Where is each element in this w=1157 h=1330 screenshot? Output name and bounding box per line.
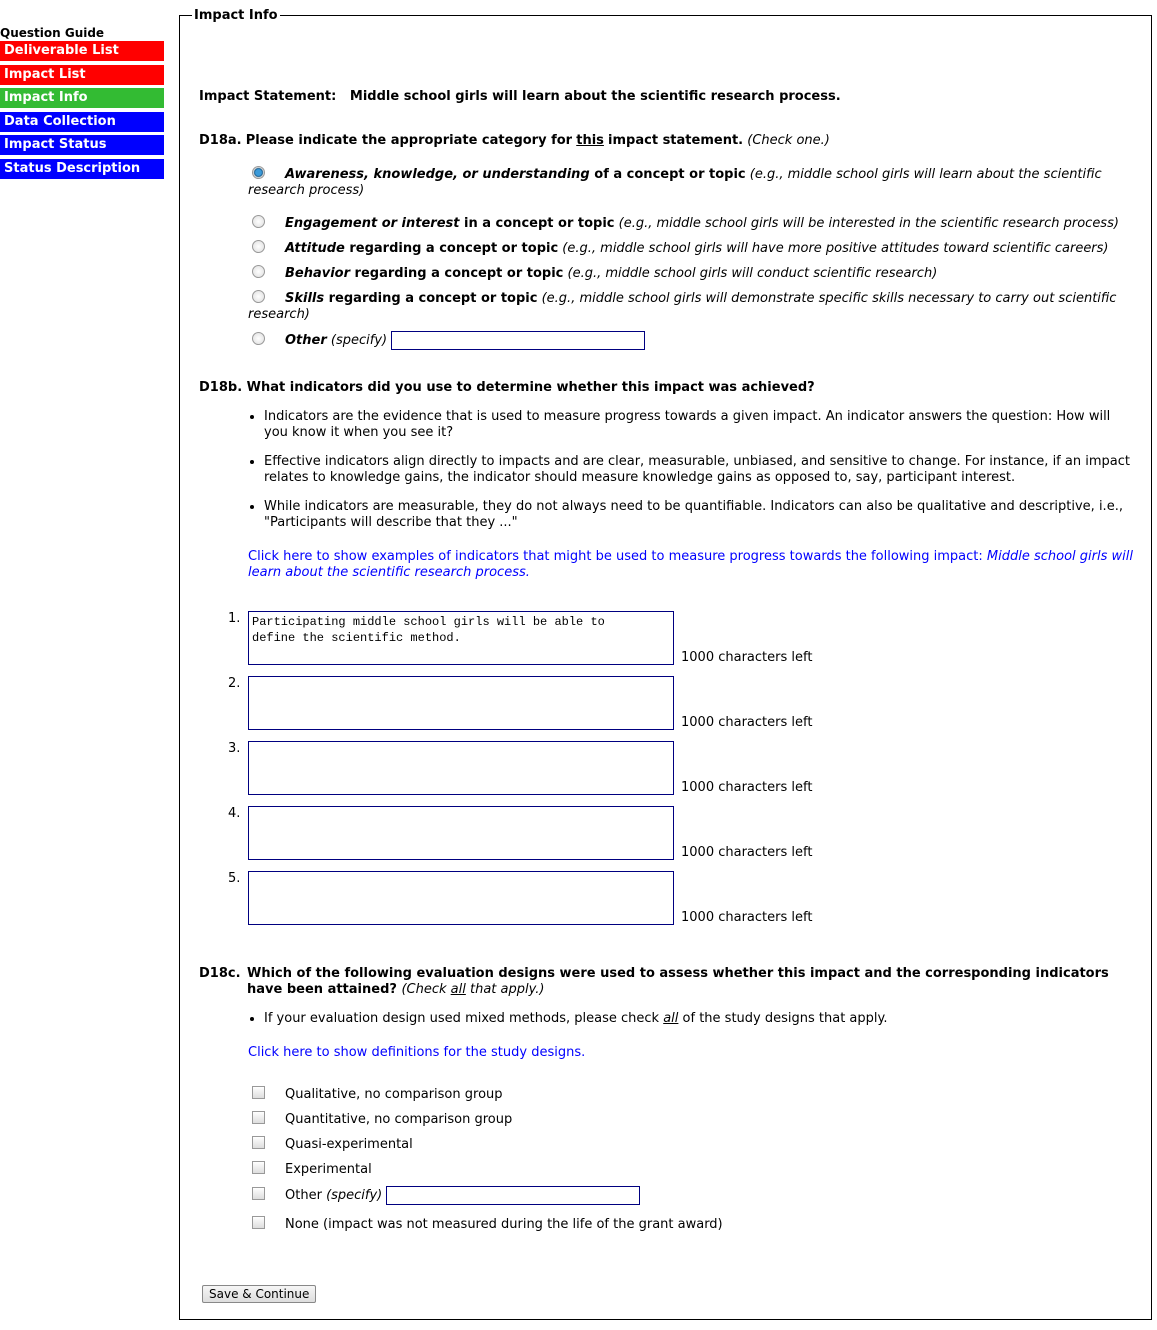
d18c-option xyxy=(248,1136,1131,1153)
question-text: What indicators did you use to determine whether this impact was achieved? xyxy=(246,380,815,395)
indicator-guidance-list xyxy=(248,409,1134,544)
d18c-option-other xyxy=(248,1186,1131,1205)
checkbox[interactable] xyxy=(252,1136,265,1149)
option-label: regarding a concept or topic xyxy=(324,291,538,306)
d18c-option xyxy=(248,1161,1131,1178)
impact-info-fieldset xyxy=(179,8,1152,1320)
sidebar-item-data-collection[interactable]: Data Collection xyxy=(0,112,164,132)
other-specify-input[interactable] xyxy=(391,331,645,350)
d18a-option xyxy=(248,290,1131,323)
d18a-option xyxy=(248,215,1131,232)
d18c-question xyxy=(199,966,1129,998)
checkbox[interactable] xyxy=(252,1086,265,1099)
question-emphasis: this xyxy=(576,133,604,148)
indicator-number: 3. xyxy=(228,741,241,756)
impact-statement xyxy=(199,89,841,104)
indicator-number: 2. xyxy=(228,676,241,691)
option-label: None (impact was not measured during the life of the grant award) xyxy=(285,1217,723,1232)
option-example: (e.g., middle school girls will be interested in the scientific research process) xyxy=(614,216,1119,231)
bullet-text: If your evaluation design used mixed methods, please check xyxy=(264,1011,660,1026)
d18a-option xyxy=(248,166,1131,199)
option-example: (e.g., middle school girls will conduct scientific research) xyxy=(563,266,938,281)
option-label: Other xyxy=(285,333,327,348)
characters-left: 1000 characters left xyxy=(681,715,813,730)
indicator-textarea[interactable] xyxy=(248,676,674,730)
indicator-textarea[interactable]: Participating middle school girls will be able to define the scientific method. xyxy=(248,611,674,665)
d18a-option-other xyxy=(248,331,1131,350)
radio-button[interactable] xyxy=(252,215,265,228)
question-number: D18c. xyxy=(199,966,241,981)
checkbox-other[interactable] xyxy=(252,1187,265,1200)
option-example: (e.g., middle school girls will have more positive attitudes toward scientific careers) xyxy=(558,241,1109,256)
link-text[interactable]: Click here to show examples of indicators that might be used to measure progress towards the following impact: xyxy=(248,549,983,564)
radio-button[interactable] xyxy=(252,290,265,303)
sidebar-item-impact-status[interactable]: Impact Status xyxy=(0,135,164,155)
checkbox[interactable] xyxy=(252,1111,265,1124)
d18a-option xyxy=(248,240,1131,257)
option-label: Qualitative, no comparison group xyxy=(285,1087,503,1102)
link-impact-text[interactable]: Middle school girls will learn about the scientific research process. xyxy=(248,549,1133,580)
guidance-bullet: • Effective indicators align directly to impacts and are clear, measurable, unbiased, and sensitive to change. For instance, if an impact relates to knowledge gains, the indicator should measure knowledge gains as opposed to, say, participant interest. xyxy=(264,454,1134,486)
option-label: Quasi-experimental xyxy=(285,1137,413,1152)
characters-left: 1000 characters left xyxy=(681,845,813,860)
sidebar-item-impact-list[interactable]: Impact List xyxy=(0,65,164,85)
d18a-question xyxy=(199,133,830,148)
option-label: regarding a concept or topic xyxy=(344,241,559,256)
show-design-definitions-link[interactable]: Click here to show definitions for the study designs. xyxy=(248,1045,586,1060)
characters-left: 1000 characters left xyxy=(681,910,813,925)
radio-button[interactable] xyxy=(252,240,265,253)
indicator-textarea[interactable] xyxy=(248,741,674,795)
option-category: Engagement or interest xyxy=(285,216,460,231)
characters-left: 1000 characters left xyxy=(681,650,813,665)
impact-statement-label: Impact Statement: xyxy=(199,89,337,104)
hint: that apply.) xyxy=(470,982,545,997)
radio-button[interactable] xyxy=(252,166,265,179)
design-guidance-list xyxy=(248,1011,1134,1040)
indicator-number: 4. xyxy=(228,806,241,821)
question-hint: (Check one.) xyxy=(747,133,830,148)
option-label: of a concept or topic xyxy=(589,167,746,182)
option-hint: (specify) xyxy=(330,333,388,348)
option-label: Other xyxy=(285,1188,322,1203)
bullet-text: of the study designs that apply. xyxy=(682,1011,888,1026)
option-hint: (specify) xyxy=(326,1188,383,1203)
characters-left: 1000 characters left xyxy=(681,780,813,795)
d18c-option-none xyxy=(248,1216,1131,1233)
hint-emphasis: all xyxy=(450,982,466,997)
question-number: D18b. xyxy=(199,380,243,395)
hint: (Check xyxy=(401,982,447,997)
radio-other[interactable] xyxy=(252,332,265,345)
option-category: Skills xyxy=(285,291,325,306)
checkbox-none[interactable] xyxy=(252,1216,265,1229)
option-category: Attitude xyxy=(285,241,345,256)
impact-statement-value: Middle school girls will learn about the scientific research process. xyxy=(349,89,841,104)
guidance-bullet: • Indicators are the evidence that is used to measure progress towards a given impact. An indicator answers the question: How will you know it when you see it? xyxy=(264,409,1134,441)
question-guide-sidebar xyxy=(0,26,164,182)
sidebar-heading: Question Guide xyxy=(0,26,105,40)
d18c-option xyxy=(248,1111,1131,1128)
sidebar-item-deliverable-list[interactable]: Deliverable List xyxy=(0,41,164,61)
indicator-textarea[interactable] xyxy=(248,806,674,860)
option-label: Experimental xyxy=(285,1162,372,1177)
option-category: Awareness, knowledge, or understanding xyxy=(285,167,590,182)
fieldset-title: Impact Info xyxy=(194,8,278,23)
option-category: Behavior xyxy=(285,266,351,281)
guidance-bullet: • While indicators are measurable, they do not always need to be quantifiable. Indicators can also be qualitative and descriptive, i.e., "Participants will describe that they ..." xyxy=(264,499,1134,531)
save-continue-button[interactable]: Save & Continue xyxy=(202,1285,316,1303)
radio-button[interactable] xyxy=(252,265,265,278)
bullet-emphasis: all xyxy=(663,1011,679,1026)
question-text: impact statement. xyxy=(608,133,744,148)
option-example: (e.g., middle school girls will learn about the scientific research process) xyxy=(248,167,1102,198)
option-label: regarding a concept or topic xyxy=(350,266,564,281)
checkbox[interactable] xyxy=(252,1161,265,1174)
d18b-question xyxy=(199,380,815,395)
question-text: Which of the following evaluation designs were used to assess whether this impact and the corresponding indicators have been attained? xyxy=(247,966,1109,997)
d18a-option xyxy=(248,265,1131,282)
indicator-number: 5. xyxy=(228,871,241,886)
guidance-bullet xyxy=(264,1011,1134,1027)
question-text: Please indicate the appropriate category for xyxy=(245,133,573,148)
other-design-input[interactable] xyxy=(386,1186,640,1205)
d18c-option xyxy=(248,1086,1131,1103)
indicator-number: 1. xyxy=(228,611,241,626)
sidebar-item-status-description[interactable]: Status Description xyxy=(0,159,164,179)
option-label: in a concept or topic xyxy=(459,216,615,231)
option-example: (e.g., middle school girls will demonstrate specific skills necessary to carry out scientific research) xyxy=(248,291,1117,322)
sidebar-item-impact-info[interactable]: Impact Info xyxy=(0,88,164,108)
show-indicator-examples-link[interactable] xyxy=(248,549,1134,581)
indicator-textarea[interactable] xyxy=(248,871,674,925)
option-label: Quantitative, no comparison group xyxy=(285,1112,513,1127)
question-number: D18a. xyxy=(199,133,242,148)
